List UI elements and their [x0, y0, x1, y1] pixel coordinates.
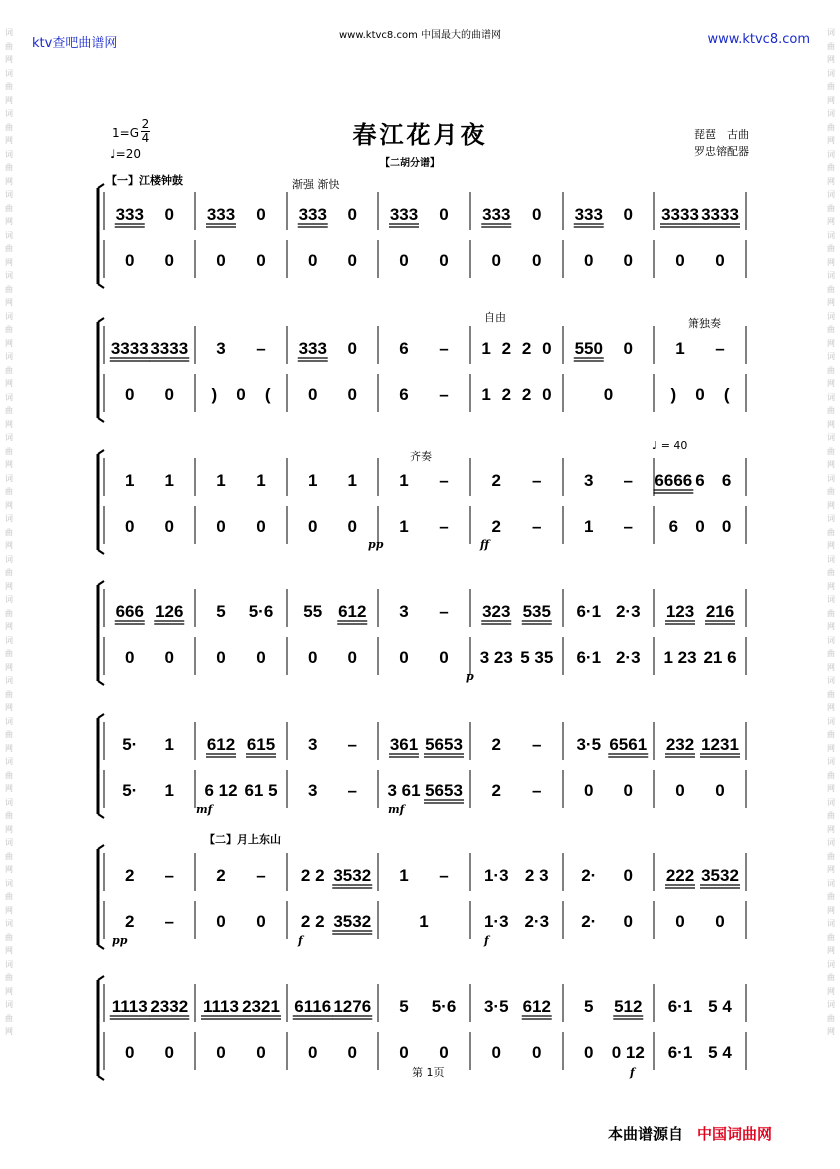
score-note: 1 [399, 517, 409, 536]
score-note: 0 [164, 205, 174, 224]
score-note: 3333 [661, 205, 699, 224]
score-note: 0 [236, 385, 246, 404]
score-note: 0 [216, 648, 226, 667]
score-note: 0 [256, 648, 266, 667]
score-note: 2 [491, 781, 501, 800]
score-note: 0 [308, 251, 318, 270]
score-note: 0 [715, 781, 725, 800]
score-note: 5· [122, 735, 138, 754]
header-left-site[interactable]: ktv查吧曲谱网 [32, 36, 118, 51]
score-note: – [532, 735, 542, 754]
score-note: 2 [125, 866, 135, 885]
score-note: 3333 [150, 339, 189, 358]
score-note: 0 [623, 866, 633, 885]
score-note: 0 [347, 648, 357, 667]
score-note: 1113 [203, 997, 239, 1016]
score-note: 0 12 [611, 1043, 645, 1062]
score-note: 6 [721, 471, 732, 490]
score-note: 333 [389, 205, 419, 224]
system-bracket-bottom [98, 1076, 104, 1080]
tempo-40-value: = 40 [660, 439, 688, 452]
score-note: 0 [715, 251, 725, 270]
header-right-url[interactable]: www.ktvc8.com [707, 32, 810, 47]
score-note: 612 [206, 735, 236, 754]
system-bracket-top [98, 581, 104, 585]
system-bracket-bottom [98, 550, 104, 554]
score-note: 232 [665, 735, 695, 754]
score-note: 0 [695, 517, 705, 536]
score-note: 6·1 [576, 602, 602, 621]
score-note: 2 [125, 912, 135, 931]
score-note: 126 [155, 602, 184, 621]
score-note: 2·3 [615, 648, 641, 667]
score-system [98, 450, 746, 554]
dynamic-mf-2: mf [388, 803, 405, 816]
score-note: – [439, 339, 449, 358]
score-note: 2 3 [524, 866, 549, 885]
score-note: 0 [584, 781, 594, 800]
score-note: 0 [216, 517, 226, 536]
score-note: 216 [705, 602, 735, 621]
score-note: – [623, 517, 633, 536]
score-note: ) [211, 385, 218, 404]
score-note: ) [670, 385, 677, 404]
score-note: 5 [399, 997, 409, 1016]
score-note: – [164, 912, 174, 931]
system-bracket-top [98, 714, 104, 718]
score-note: 0 [491, 251, 501, 270]
score-note: 2 2 [300, 866, 325, 885]
score-note: 1 [399, 471, 409, 490]
score-note: 2 [521, 339, 532, 358]
score-note: 1·3 [483, 866, 509, 885]
score-note: 0 [532, 251, 542, 270]
score-note: ( [723, 385, 730, 404]
score-note: – [164, 866, 174, 885]
composer-line-2: 罗忠镕配器 [694, 145, 749, 158]
score-note: 0 [164, 648, 174, 667]
system-bracket-top [98, 318, 104, 322]
score-note: 222 [665, 866, 695, 885]
header-center-site[interactable]: www.ktvc8.com 中国最大的曲谱网 [338, 30, 501, 41]
score-note: 1 [308, 471, 318, 490]
score-note: 0 [347, 205, 357, 224]
quarter-note-icon: ♩ [652, 439, 658, 452]
side-watermark-right: 词曲网词曲网词曲网词曲网词曲网词曲网词曲网词曲网词曲网词曲网词曲网词曲网词曲网词曲网词曲网词曲网词曲网词曲网词曲网词曲网词曲网词曲网词曲网词曲网词曲网 [827, 28, 835, 1036]
quarter-note-icon: ♩ [110, 147, 116, 161]
score-note: 1231 [701, 735, 739, 754]
score-note: 0 [721, 517, 732, 536]
score-note: 550 [574, 339, 603, 358]
score-note: 0 [347, 251, 357, 270]
dynamic-p: p [466, 670, 474, 683]
score-note: 5653 [425, 735, 463, 754]
score-note: 0 [256, 1043, 266, 1062]
score-note: 333 [298, 339, 327, 358]
system-bracket-bottom [98, 814, 104, 818]
score-note: 0 [347, 517, 357, 536]
score-note: 3·5 [483, 997, 509, 1016]
score-note: 3·5 [576, 735, 602, 754]
score-note: – [347, 735, 357, 754]
score-note: 0 [256, 251, 266, 270]
score-note: 6·1 [667, 997, 693, 1016]
score-note: 0 [584, 251, 594, 270]
score-note: 2·3 [615, 602, 641, 621]
side-watermark-left: 词曲网词曲网词曲网词曲网词曲网词曲网词曲网词曲网词曲网词曲网词曲网词曲网词曲网词曲网词曲网词曲网词曲网词曲网词曲网词曲网词曲网词曲网词曲网词曲网词曲网 [5, 28, 13, 1036]
system-bracket-bottom [98, 418, 104, 422]
score-note: 3333 [110, 339, 149, 358]
score-note: 0 [623, 205, 633, 224]
score-note: 0 [532, 1043, 542, 1062]
score-note: – [623, 471, 633, 490]
score-note: 0 [256, 205, 266, 224]
score-note: 0 [542, 339, 552, 358]
dynamic-ff: ff [480, 538, 490, 551]
score-note: 3 61 [387, 781, 421, 800]
score-note: 3 [216, 339, 226, 358]
score-note: 1 [399, 866, 409, 885]
score-note: 3 [584, 471, 594, 490]
score-note: 5·6 [248, 602, 274, 621]
score-note: 0 [347, 1043, 357, 1062]
score-note: 0 [399, 1043, 409, 1062]
score-note: 0 [675, 912, 685, 931]
score-note: 612 [522, 997, 551, 1016]
score-note: 666 [115, 602, 144, 621]
score-note: 2 [501, 339, 512, 358]
score-note: 333 [574, 205, 603, 224]
score-note: 6 [399, 339, 409, 358]
score-note: 0 [256, 912, 266, 931]
score-note: 6·1 [576, 648, 602, 667]
score-note: 0 [623, 251, 633, 270]
system-bracket-top [98, 845, 104, 849]
score-note: 2 [216, 866, 226, 885]
score-note: 2 [501, 385, 512, 404]
score-note: 2·3 [524, 912, 550, 931]
score-note: 0 [584, 1043, 594, 1062]
score-note: 0 [603, 385, 614, 404]
score-note: 1 [419, 912, 429, 931]
score-system [98, 581, 746, 685]
score-note: 0 [675, 251, 685, 270]
score-note: 6 12 [204, 781, 238, 800]
score-note: 0 [439, 1043, 449, 1062]
system-bracket-bottom [98, 945, 104, 949]
score-note: 512 [614, 997, 643, 1016]
score-note: 615 [246, 735, 276, 754]
system-bracket-top [98, 450, 104, 454]
score-note: – [439, 517, 449, 536]
time-signature-bottom: 4 [141, 131, 150, 145]
system-bracket-bottom [98, 284, 104, 288]
score-note: 1113 [111, 997, 148, 1016]
score-note: 5 35 [520, 648, 554, 667]
score-note: 0 [216, 251, 226, 270]
system-bracket-bottom [98, 681, 104, 685]
score-note: 1 [481, 339, 491, 358]
score-note: 333 [115, 205, 144, 224]
score-note: ( [264, 385, 271, 404]
score-note: – [439, 602, 449, 621]
score-system [98, 318, 746, 422]
time-signature-top: 2 [141, 117, 150, 131]
section-1-heading: 【一】江楼钟鼓 [106, 174, 183, 187]
score-note: 0 [125, 385, 135, 404]
cresc-marking: 渐强 渐快 [292, 178, 340, 191]
score-note: 0 [347, 385, 357, 404]
score-note: 0 [164, 251, 174, 270]
score-note: 2321 [242, 997, 280, 1016]
system-bracket-top [98, 976, 104, 980]
score-note: 2 [491, 471, 501, 490]
dynamic-f-2: f [484, 934, 489, 947]
xiao-solo-marking: 箫独奏 [688, 317, 721, 330]
score-note: 0 [308, 648, 318, 667]
score-note: 3 [399, 602, 409, 621]
footer-site-link[interactable]: 中国词曲网 [697, 1125, 773, 1143]
score-note: 5·6 [431, 997, 457, 1016]
score-note: 0 [164, 517, 174, 536]
score-note: 333 [482, 205, 511, 224]
score-note: 1276 [333, 997, 372, 1016]
score-note: 323 [482, 602, 511, 621]
score-note: 0 [125, 1043, 135, 1062]
score-note: 361 [389, 735, 419, 754]
score-note: 1 [125, 471, 135, 490]
score-note: 0 [623, 912, 633, 931]
score-note: – [256, 866, 266, 885]
dynamic-pp-1: pp [368, 538, 384, 551]
score-note: 6·1 [667, 1043, 693, 1062]
score-note: 2· [581, 866, 597, 885]
score-system [98, 184, 746, 288]
score-note: 333 [206, 205, 236, 224]
part-subtitle: 【二胡分谱】 [380, 158, 440, 169]
score-note: 55 [303, 602, 323, 621]
score-note: 0 [532, 205, 542, 224]
score-note: 0 [695, 385, 705, 404]
score-note: 0 [675, 781, 685, 800]
score-note: 0 [216, 912, 226, 931]
score-note: 0 [399, 648, 409, 667]
key-signature: 1=G [112, 126, 139, 140]
score-note: 0 [308, 517, 318, 536]
score-note: 5· [122, 781, 138, 800]
score-note: – [715, 339, 725, 358]
score-note: 0 [164, 385, 174, 404]
score-note: 6 [399, 385, 409, 404]
score-note: 1 [347, 471, 357, 490]
score-note: – [532, 517, 542, 536]
score-note: 5 4 [708, 1043, 732, 1062]
score-note: – [532, 781, 542, 800]
score-note: 0 [623, 339, 633, 358]
score-note: – [439, 866, 449, 885]
score-note: 1 [164, 781, 174, 800]
system-bracket-top [98, 184, 104, 188]
section-2-heading: 【二】月上东山 [204, 833, 281, 846]
score-note: 6561 [609, 735, 648, 754]
score-note: 123 [665, 602, 695, 621]
score-title: 春江花月夜 [352, 120, 488, 149]
score-note: 6666 [654, 471, 693, 490]
score-note: 0 [256, 517, 266, 536]
score-note: 0 [623, 781, 633, 800]
tutti-marking: 齐奏 [410, 450, 432, 463]
score-note: 5 [584, 997, 594, 1016]
score-note: 612 [338, 602, 367, 621]
dynamic-f-3: f [630, 1066, 635, 1079]
dynamic-mf-1: mf [196, 803, 213, 816]
score-note: 1 [216, 471, 226, 490]
score-note: 0 [164, 1043, 174, 1062]
score-note: – [439, 471, 449, 490]
score-note: 0 [439, 648, 449, 667]
score-system [98, 845, 746, 949]
score-note: 6 [668, 517, 679, 536]
score-note: 535 [522, 602, 551, 621]
score-note: 0 [439, 251, 449, 270]
score-note: 3333 [701, 205, 739, 224]
score-note: 0 [542, 385, 552, 404]
score-note: 6116 [294, 997, 332, 1016]
score-note: 2 [491, 735, 501, 754]
score-note: – [439, 385, 449, 404]
score-note: 3532 [333, 866, 372, 885]
tempo-value: =20 [115, 147, 141, 161]
score-note: 0 [491, 1043, 501, 1062]
score-note: 1 [481, 385, 491, 404]
score-note: 5653 [425, 781, 463, 800]
score-note: 0 [125, 648, 135, 667]
footer-source [608, 1123, 772, 1144]
score-note: 1·3 [483, 912, 509, 931]
score-note: 0 [308, 1043, 318, 1062]
score-note: 0 [347, 339, 357, 358]
free-tempo-marking: 自由 [484, 311, 506, 324]
score-note: 3 [308, 735, 318, 754]
score-note: 0 [715, 912, 725, 931]
score-note: 1 23 [663, 648, 697, 667]
dynamic-f-1: f [298, 934, 303, 947]
score-note: 61 5 [244, 781, 278, 800]
score-note: 2332 [150, 997, 189, 1016]
score-note: 1 [164, 735, 174, 754]
score-note: 6 [695, 471, 705, 490]
score-note: 0 [216, 1043, 226, 1062]
score-note: 5 4 [708, 997, 732, 1016]
score-note: 1 [675, 339, 685, 358]
score-note: 2· [581, 912, 597, 931]
score-note: 333 [298, 205, 327, 224]
score-note: 2 [491, 517, 501, 536]
score-note: 1 [584, 517, 594, 536]
score-note: 0 [125, 517, 135, 536]
score-note: 2 2 [300, 912, 325, 931]
score-note: 0 [439, 205, 449, 224]
composer-line-1: 琵琶 古曲 [694, 128, 749, 141]
score-system [98, 714, 746, 818]
score-note: 5 [216, 602, 226, 621]
score-note: – [347, 781, 357, 800]
score-note: 0 [399, 251, 409, 270]
score-note: 1 [164, 471, 174, 490]
score-note: – [256, 339, 266, 358]
score-note: – [532, 471, 542, 490]
footer-text: 本曲谱源自 [608, 1125, 684, 1143]
score-note: 3 23 [479, 648, 513, 667]
score-note: 21 6 [703, 648, 737, 667]
page-number: 第 1页 [412, 1066, 445, 1079]
score-note: 3532 [333, 912, 372, 931]
score-note: 0 [125, 251, 135, 270]
score-note: 2 [521, 385, 532, 404]
score-note: 3 [308, 781, 318, 800]
score-note: 3532 [701, 866, 739, 885]
score-note: 0 [308, 385, 318, 404]
score-note: 1 [256, 471, 266, 490]
dynamic-pp-2: pp [112, 934, 128, 947]
